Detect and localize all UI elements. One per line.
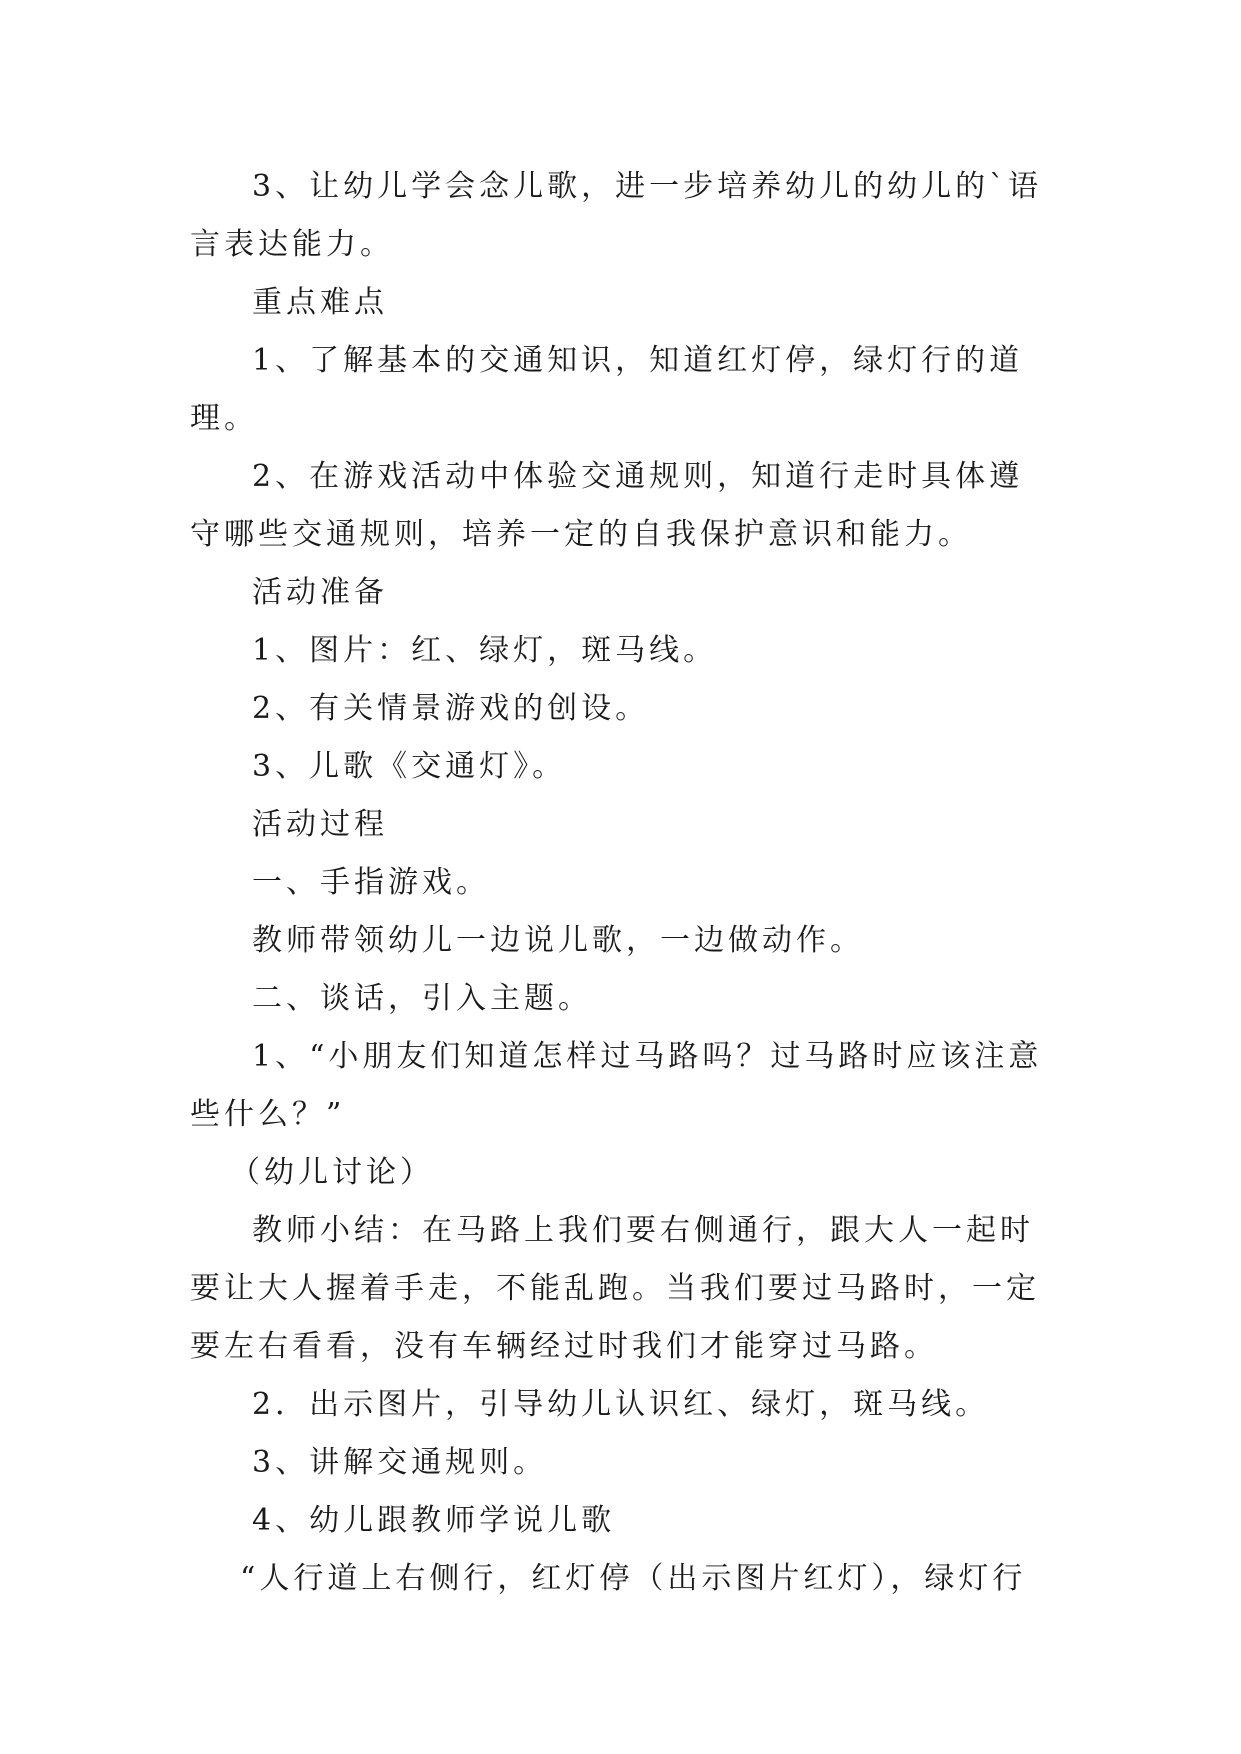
paragraph-key-point-1: 1、了解基本的交通知识，知道红灯停，绿灯行的道理。: [190, 343, 1024, 436]
paragraph-preparation-3: 3、儿歌《交通灯》。: [252, 749, 567, 784]
paragraph-process-question-1: 1、“小朋友们知道怎样过马路吗？过马路时应该注意些什么？”: [190, 1039, 1043, 1132]
paragraph-preparation-2: 2、有关情景游戏的创设。: [252, 691, 650, 726]
paragraph-process-item-2: 2．出示图片，引导幼儿认识红、绿灯，斑马线。: [252, 1387, 990, 1422]
paragraph-children-discussion: （幼儿讨论）: [230, 1155, 434, 1190]
document-body: [190, 158, 1050, 1608]
paragraph-preparation-1: 1、图片：红、绿灯，斑马线。: [252, 633, 718, 668]
paragraph-process-step-1: 一、手指游戏。: [252, 865, 490, 900]
paragraph-process-item-3: 3、讲解交通规则。: [252, 1445, 548, 1480]
section-heading-process: 活动过程: [252, 807, 388, 842]
paragraph-key-point-2: 2、在游戏活动中体验交通规则，知道行走时具体遵守哪些交通规则，培养一定的自我保护意识和能力。: [190, 459, 1024, 552]
section-heading-key-points: 重点难点: [252, 285, 388, 320]
paragraph-process-step-2: 二、谈话，引入主题。: [252, 981, 592, 1016]
paragraph-teacher-summary: 教师小结：在马路上我们要右侧通行，跟大人一起时要让大人握着手走，不能乱跑。当我们要过马路时，一定要左右看看，没有车辆经过时我们才能穿过马路。: [190, 1213, 1040, 1364]
paragraph-process-step-1-detail: 教师带领幼儿一边说儿歌，一边做动作。: [252, 923, 864, 958]
paragraph-process-item-4: 4、幼儿跟教师学说儿歌: [252, 1503, 616, 1538]
paragraph-rhyme-line: “人行道上右侧行，红灯停（出示图片红灯），绿灯行: [240, 1561, 1027, 1596]
paragraph-goal-3: 3、让幼儿学会念儿歌，进一步培养幼儿的幼儿的`语言表达能力。: [190, 169, 1043, 262]
section-heading-preparation: 活动准备: [252, 575, 388, 610]
